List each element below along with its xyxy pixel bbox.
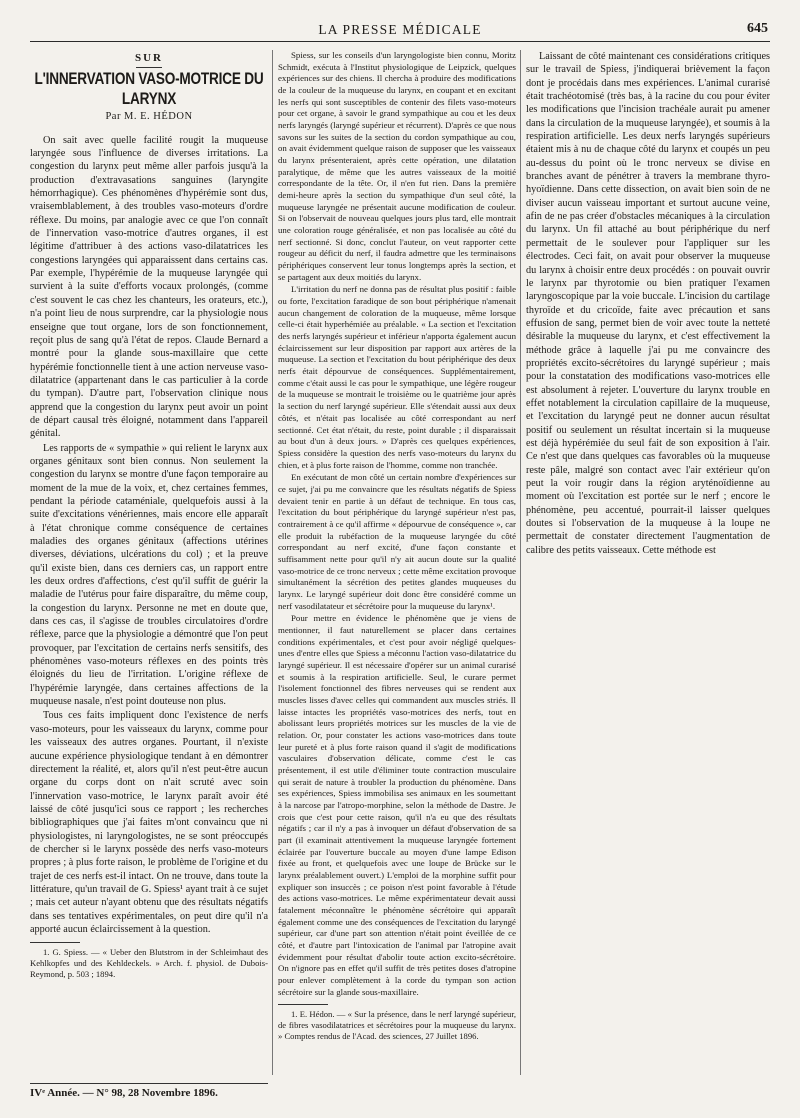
footnote-rule [278,1004,328,1005]
page-number: 645 [747,21,768,36]
column-1 [30,50,268,980]
paragraph: Laissant de côté maintenant ces considérations critiques sur le travail de Spiess, j'indiquerai brièvement la façon dont je procédais dans mes expériences. L'animal curarisé était trachéotomisé (très bas, à la racine du cou pour éviter les modifications que l'incision trachéale aurait pu amener dans la circulation de la muqueuse laryngée), et soumis à la respiration artificielle. Les deux nerfs laryngés supérieurs étaient mis à nu de chaque côté du larynx et coupés un peu au-dessus du point où le tronc nerveux se divise en branches avant de pénétrer à travers la membrane thyro-hyoïdienne. Dans cette dissection, on avait bien soin de ne diviser aucun vaisseau important et surtout aucune veine, afin de ne pas créer d'obstacles mécaniques à la circulation du larynx. Un fil attaché au bout périphérique du nerf permettait de le soulever pour l'appliquer sur les électrodes. Ceci fait, on avait pour observer la muqueuse du larynx à choisir entre deux procédés : on pouvait ouvrir le larynx par thyrotomie ou bien pratiquer l'examen laryngoscopique par la voie buccale. L'incision du cartilage thyroïde et du cricoïde, faite avec précaution et sans effusion de sang, permet bien de voir avec toute la netteté désirable la muqueuse du larynx, et c'est effectivement la méthode grâce à laquelle j'ai pu me convaincre des propriétés excito-sécrétoires du laryngé supérieur ; mais pour la constatation des modifications vaso-motrices elle est absolument à rejeter. L'ouverture du larynx trouble en effet notablement la circulation capillaire de la muqueuse, et l'excitation du laryngé peut ne donner aucun résultat positif ou seulement un résultat incertain si la muqueuse est déjà hypérémiée du seul fait de son exposition à l'air. Ce n'est que dans quelques cas favorables où la muqueuse reste pâle, malgré son contact avec l'air extérieur qu'on peut la voir rougir dans la région aryténoïdienne au moment où l'excitation est portée sur le nerf ; encore le phénomène, peu accentué, pourrait-il laisser quelques doutes si l'observation de la muqueuse à la loupe ne permettait de constater directement l'augmentation de calibre des petits vaisseaux. Cette méthode est [526,51,770,556]
column-2 [278,50,516,1042]
paragraph: Tous ces faits impliquent donc l'existence de nerfs vaso-moteurs, pour les vaisseaux du larynx, comme pour les vaisseaux des autres organes. Pourtant, il n'existe aucune expérience physiologique tendant à en démontrer directement la réalité, et, alors qu'il n'est peut-être aucun organe du corps dont on n'ait scruté avec soin l'innervation vaso-motrice, le larynx paraît avoir été laissé de côté jusqu'ici sous ce rapport ; les recherches bibliographiques que j'ai faites m'ont convaincu que ni physiologistes, ni laryngologistes, ne se sont préoccupés de chercher si le larynx possède des nerfs vaso-moteurs propres ; à plus forte raison, le problème de l'origine et du trajet de ces nerfs est-il intact. On ne trouve, dans toute la littérature, qu'un travail de G. Spiess¹ ayant trait à ce sujet ; mais cet auteur n'ayant obtenu que des résultats négatifs dans ses tentatives expérimentales, on peut dire qu'il n'a apporté aucun éclaircissement à la question. [30,710,268,935]
paragraph: Les rapports de « sympathie » qui relient le larynx aux organes génitaux sont bien connus. Non seulement la congestion du larynx se montre d'une façon temporaire au moment de la mue de la voix, et, chez certaines femmes, pendant la période cataméniale, quelquefois aussi à la suite d'excitations vénériennes, mais encore elle apparaît à l'état chronique comme conséquence de certaines maladies des organes génitaux (affections utérines diverses, déviations, ulcérations du col) ; et la preuve qu'il existe bien, dans ces derniers cas, un rapport entre les deux ordres d'affections, c'est qu'il suffit de guérir la maladie de l'utérus pour faire disparaître, du même coup, la congestion du larynx. Personne ne met en doute que, dans ces cas, il s'agisse de troubles circulatoires d'ordre réflexe, parce que la physiologie a démontré que l'on peut provoquer, par l'excitation de certains nerfs sensitifs, des phénomènes vaso-moteurs réflexes en des points très éloignés du lieu de l'irritation. L'origine réflexe de l'hypérémie laryngée, dans certaines affections de la muqueuse nasale, n'est point douteuse non plus. [30,442,268,708]
running-head [30,22,770,40]
article-author: Par M. E. HÉDON [105,111,193,123]
article-title: L'INNERVATION VASO-MOTRICE DU LARYNX [34,69,264,109]
footer-rule [30,1083,268,1084]
footnote: 1. E. Hédon. — « Sur la présence, dans le nerf laryngé supérieur, de fibres vasodilatatrices et sécrétoires pour la muqueuse du larynx. » Comptes rendus de l'Acad. des sciences, 27 Juillet 1896. [278,1009,516,1041]
issue-footer: IVᵉ Année. — N° 98, 28 Novembre 1896. [30,1087,218,1099]
paragraph: Pour mettre en évidence le phénomène que je viens de mentionner, il faut naturellement se placer dans certaines conditions expérimentales, et c'est pour avoir négligé quelques-unes d'entre elles que Spiess a méconnu l'action vaso-dilatatrice du laryngé supérieur. Il est nécessaire d'opérer sur un animal curarisé et soumis à la respiration artificielle. Seul, le curare permet l'isolement fonctionnel des fibres nerveuses qui se rendent aux muscles lisses d'avec celles qui commandent aux muscles striés. Il laisse intactes les propriétés vaso-motrices des nerfs, tout en abolissant leurs propriétés motrices sur les muscles de la vie de relation. Or, pour constater les actions vaso-motrices dans toute leur pureté et à plus forte raison quand il s'agit de modifications vasculaires d'observation délicate, comme c'est le cas présentement, il est utile d'éliminer toute contraction musculaire qui serait de nature à troubler la production du phénomène. Dans ses expériences, Spiess immobilisa ses animaux en les soumettant à la narcose par l'atropo-morphine, selon la méthode de Dastre. Je crois que c'est pour cette raison, qu'il n'a eu que des résultats négatifs ; car il n'y a pas à invoquer un défaut d'observation de sa part (il examinait attentivement la muqueuse laryngée fortement éclairée par l'ouverture buccale au moyen d'une lampe Edison fixée au front, et quelquefois avec une loupe de Brücke sur le larynx préalablement ouvert.) L'emploi de la morphine suffit pour expliquer son insuccès ; ce poison n'est point favorable à l'étude des actions vaso-motrices. Le même expérimentateur devait aussi fatalement méconnaître le phénomène sécrétoire qui apparaît également comme une des conséquences de l'excitation du laryngé supérieur, car d'une part son attention n'était point éveillée de ce côté, et d'autre part l'intoxication de l'animal par l'atropine avait évidemment pour résultat d'abolir toute action excito-sécrétoire. On n'ignore pas en effet qu'il suffit de très petites doses d'atropine pour enlever complètement à la corde du tympan son action sécrétoire sur la glande sous-maxillaire. [278,613,516,997]
paragraph: L'irritation du nerf ne donna pas de résultat plus positif : faible ou forte, l'excitation faradique de son bout périphérique n'amenait aucun changement de coloration de la muqueuse, même lorsque celle-ci était hyperhémiée au préalable. « La section et l'excitation des nerfs laryngés supérieur et inférieur n'apporta également aucun éclaircissement sur leur disposition par rapport aux artères de la muqueuse. La section et l'excitation du bout périphérique des deux nerfs était dépourvue de conséquences. Supplémentairement, comme c'était aussi le cas pour le sympathique, une légère rougeur de la muqueuse se montrait le troisième ou le quatrième jour après la section du nerf laryngé supérieur. Elle s'étendait aussi aux deux côtés, et n'était pas localisée au côté correspondant au nerf sectionné. Cet état n'était, du reste, point durable ; il disparaissait au bout d'un à deux jours. » D'après ces quelques expériences, Spiess considère la question des nerfs vaso-moteurs du larynx du chien, et à plus forte raison de l'homme, comme non tranchée. [278,284,516,470]
paragraph: Spiess, sur les conseils d'un laryngologiste bien connu, Moritz Schmidt, exécuta à l'Institut physiologique de Leipzick, quelques expériences sur des chiens. Il chercha à produire des modifications de la couleur de la muqueuse du larynx, en coupant et en excitant les nerfs qui sont susceptibles de contenir des filets vaso-moteurs pour cet organe, à savoir le grand sympathique au cou et les deux nerfs laryngés (laryngé supérieur et récurrent). D'après ce que nous savons sur les suites de la section du cordon sympathique au cou, on avait évidemment quelque raison de supposer que les vaisseaux du larynx présenteraient, après cette opération, une dilatation paralytique, de même que les autres vaisseaux de la moitié correspondante de la tête. Or, il n'en fut rien. Dans la première demi-heure après la section du sympathique d'un seul côté, la muqueuse laryngée ne présentait aucune modification de couleur. Si on l'observait de nouveau quelques jours plus tard, elle montrait une coloration rouge généralisée, et non pas localisée au côté du nerf sectionné. Si donc, conclut l'auteur, on veut rapporter cette rougeur au déficit du nerf, il faudra admettre que les terminaisons périphériques conservent leur tonus longtemps après la section, et se partagent aux deux moitiés du larynx. [278,50,516,282]
paragraph: On sait avec quelle facilité rougit la muqueuse laryngée sous l'influence de diverses irritations. La congestion du larynx peut même aller parfois jusqu'à la production d'extravasations sanguines (laryngite hémorrhagique). Ces phénomènes d'hypérémie sont dus, vraisemblablement, à des troubles vaso-moteurs d'ordre réflexe. Du moins, par analogie avec ce que l'on connaît de l'innervation vaso-motrice d'autres organes, il est légitime d'attribuer à des actions vaso-dilatatrices les congestions laryngées qui apparaissent dans certains cas. Par exemple, l'hypérémie de la muqueuse laryngée qui survient à la suite d'efforts vocaux prolongés, (comme c'est souvent le cas chez les chanteurs, les orateurs, etc.), n'a point lieu de nous surprendre, car la physiologie nous enseigne que tout organe, lors de son fonctionnement, reçoit plus de sang qu'à l'état de repos. Claude Bernard a montré pour la glande sous-maxillaire que cette hypérémie fonctionnelle tient à une action nerveuse vaso-dilatatrice (appartenant dans le cas particulier à la corde du tympan). D'autre part, l'observation clinique nous apprend que la congestion du larynx peut avoir un point de départ causal très éloigné, notamment dans l'appareil génital. [30,134,268,440]
column-3 [526,50,770,558]
paragraph: En exécutant de mon côté un certain nombre d'expériences sur ce sujet, j'ai pu me convaincre que les résultats négatifs de Spiess devaient tenir en partie à un défaut de technique. En tous cas, l'excitation du bout périphérique du laryngé supérieur n'est pas, contrairement à ce qu'il affirme « dépourvue de conséquence », car elle produit la rubéfaction de la muqueuse laryngée du côté correspondant au nerf excité, d'une façon constante et suffisamment nette pour qu'il n'y ait aucun doute sur la qualité vaso-motrice de ce tronc nerveux ; cette même excitation provoque simultanément la sécrétion des petites glandes muqueuses du larynx. Le laryngé supérieur doit donc être considéré comme un nerf vasodilatateur et sécrétoire pour la muqueuse du larynx¹. [278,472,516,611]
header-rule [30,41,770,42]
column-divider [520,50,521,1075]
article-kicker: SUR [30,52,268,68]
footnote: 1. G. Spiess. — « Ueber den Blutstrom in der Schleimhaut des Kehlkopfes und des Kehldeckels. » Arch. f. physiol. de Dubois-Reymond, p. 503 ; 1894. [30,947,268,979]
column-divider [272,50,273,1075]
footnote-rule [30,942,80,943]
journal-title: LA PRESSE MÉDICALE [318,22,482,37]
